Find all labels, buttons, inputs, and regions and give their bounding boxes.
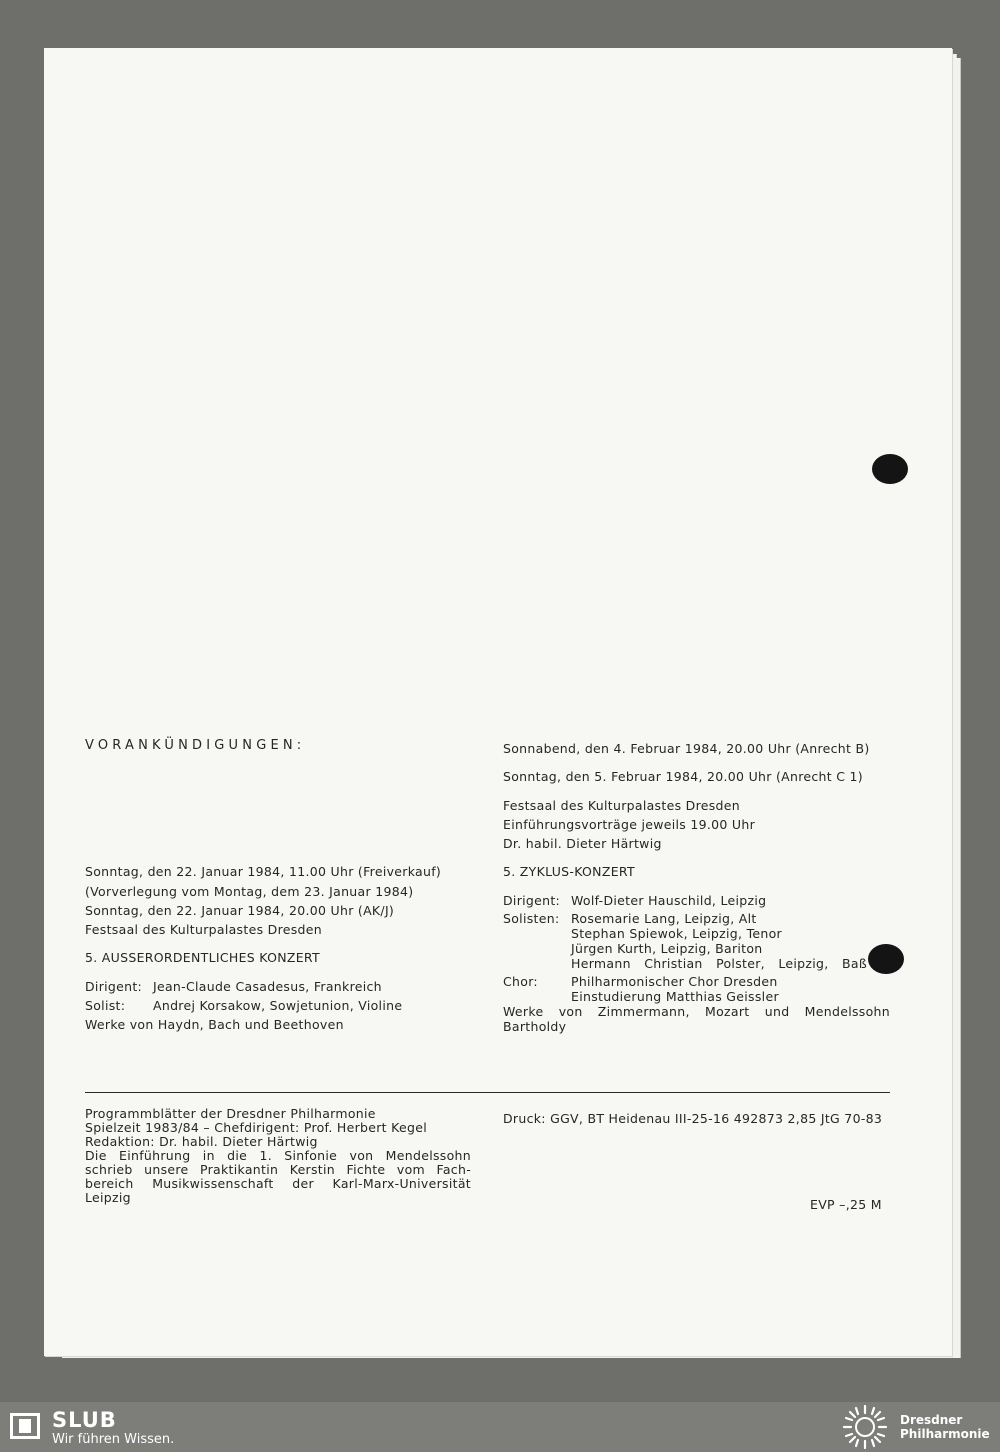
concert-venue: Festsaal des Kulturpalastes Dresden bbox=[85, 922, 322, 937]
concert-venue: Festsaal des Kulturpalastes Dresden bbox=[503, 798, 740, 813]
partner-name-line1: Dresdner bbox=[900, 1413, 963, 1427]
slub-logo-icon bbox=[10, 1413, 40, 1439]
print-info: Druck: GGV, BT Heidenau III-25-16 492873 2,85 JtG 70-83 bbox=[503, 1111, 883, 1126]
punch-hole bbox=[868, 944, 904, 974]
footer-bar bbox=[0, 1402, 1000, 1452]
imprint-line: Programmblätter der Dresdner Philharmonie bbox=[85, 1106, 376, 1121]
divider-rule bbox=[85, 1092, 890, 1093]
announcements-heading: VORANKÜNDIGUNGEN: bbox=[85, 738, 306, 753]
choir-name: Philharmonischer Chor Dresden bbox=[571, 974, 778, 989]
conductor-name: Wolf-Dieter Hauschild, Leipzig bbox=[571, 893, 767, 908]
soloist-name: Stephan Spiewok, Leipzig, Tenor bbox=[571, 926, 782, 941]
intro-lectures: Einführungsvorträge jeweils 19.00 Uhr bbox=[503, 817, 756, 832]
concert-works: Werke von Haydn, Bach und Beethoven bbox=[85, 1017, 344, 1032]
concert-date-line: Sonntag, den 5. Februar 1984, 20.00 Uhr (Anrecht C 1) bbox=[503, 769, 863, 784]
conductor-label: Dirigent: bbox=[503, 893, 561, 908]
concert-works: Werke von Zimmermann, Mozart und Mendelssohn Bartholdy bbox=[503, 1004, 890, 1034]
soloist-name: Andrej Korsakow, Sowjetunion, Violine bbox=[153, 998, 403, 1013]
soloist-label: Solist: bbox=[85, 998, 126, 1013]
soloists-label: Solisten: bbox=[503, 911, 560, 926]
library-tagline: Wir führen Wissen. bbox=[52, 1432, 175, 1447]
lecturer: Dr. habil. Dieter Härtwig bbox=[503, 836, 662, 851]
punch-hole bbox=[872, 454, 908, 484]
concert-date-line: (Vorverlegung vom Montag, dem 23. Januar 1984) bbox=[85, 884, 414, 899]
concert-title: 5. ZYKLUS-KONZERT bbox=[503, 864, 635, 879]
imprint-line: Leipzig bbox=[85, 1190, 131, 1205]
imprint-line: schrieb unsere Praktikantin Kerstin Fichte vom Fach- bbox=[85, 1162, 471, 1177]
concert-date-line: Sonntag, den 22. Januar 1984, 20.00 Uhr (AK/J) bbox=[85, 903, 395, 918]
conductor-name: Jean-Claude Casadesus, Frankreich bbox=[153, 979, 382, 994]
imprint-line: Spielzeit 1983/84 – Chefdirigent: Prof. Herbert Kegel bbox=[85, 1120, 428, 1135]
imprint-line: Redaktion: Dr. habil. Dieter Härtwig bbox=[85, 1134, 318, 1149]
imprint-line: Die Einführung in die 1. Sinfonie von Mendelssohn bbox=[85, 1148, 471, 1163]
choir-label: Chor: bbox=[503, 974, 538, 989]
soloist-name: Jürgen Kurth, Leipzig, Bariton bbox=[571, 941, 763, 956]
philharmonie-logo-icon bbox=[842, 1404, 888, 1450]
price: EVP –,25 M bbox=[810, 1197, 882, 1212]
concert-title: 5. AUSSERORDENTLICHES KONZERT bbox=[85, 950, 320, 965]
concert-date-line: Sonnabend, den 4. Februar 1984, 20.00 Uhr (Anrecht B) bbox=[503, 741, 870, 756]
conductor-label: Dirigent: bbox=[85, 979, 143, 994]
choir-director: Einstudierung Matthias Geissler bbox=[571, 989, 779, 1004]
soloist-name: Rosemarie Lang, Leipzig, Alt bbox=[571, 911, 757, 926]
imprint-line: bereich Musikwissenschaft der Karl-Marx-Universität bbox=[85, 1176, 471, 1191]
soloist-name: Hermann Christian Polster, Leipzig, Baß bbox=[571, 956, 867, 971]
partner-name bbox=[900, 1413, 990, 1441]
library-name: SLUB bbox=[52, 1408, 117, 1432]
concert-date-line: Sonntag, den 22. Januar 1984, 11.00 Uhr (Freiverkauf) bbox=[85, 864, 442, 879]
partner-name-line2: Philharmonie bbox=[900, 1427, 990, 1441]
